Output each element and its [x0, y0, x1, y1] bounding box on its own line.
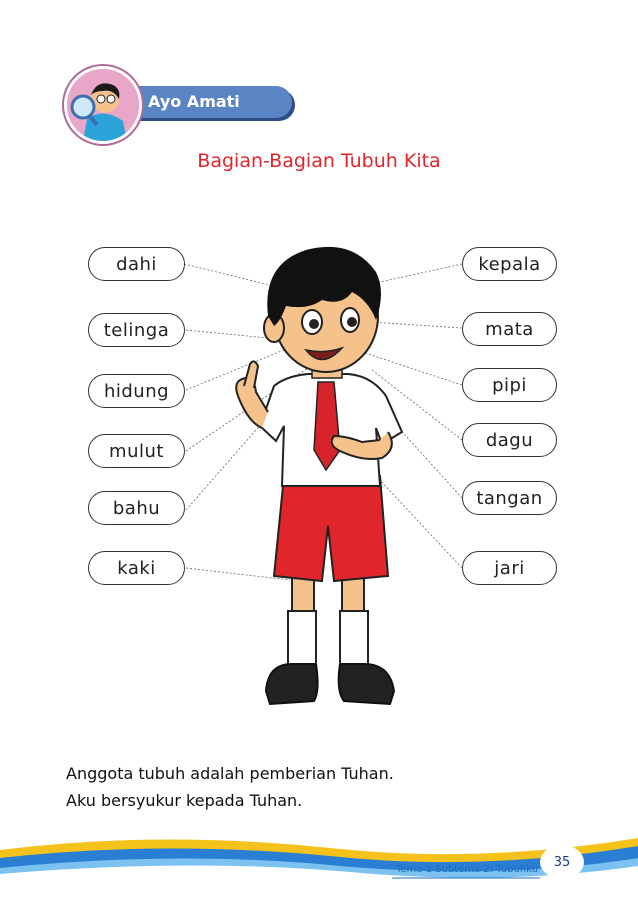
- label-bahu: bahu: [88, 491, 185, 525]
- label-dahi: dahi: [88, 247, 185, 281]
- label-mata: mata: [462, 312, 557, 346]
- label-telinga: telinga: [88, 313, 185, 347]
- footer-subtitle: Tema 1 Subtema 2: Tubuhku: [396, 864, 538, 875]
- badge-label: Ayo Amati: [148, 92, 240, 111]
- page-number: 35: [540, 845, 584, 879]
- label-kaki: kaki: [88, 551, 185, 585]
- boy-illustration: [222, 236, 422, 716]
- label-hidung: hidung: [88, 374, 185, 408]
- label-mulut: mulut: [88, 434, 185, 468]
- body-line-1: Anggota tubuh adalah pemberian Tuhan.: [66, 764, 394, 783]
- body-text: [66, 760, 394, 814]
- label-kepala: kepala: [462, 247, 557, 281]
- label-pipi: pipi: [462, 368, 557, 402]
- label-dagu: dagu: [462, 423, 557, 457]
- body-line-2: Aku bersyukur kepada Tuhan.: [66, 791, 303, 810]
- label-tangan: tangan: [462, 481, 557, 515]
- label-jari: jari: [462, 551, 557, 585]
- page-title: Bagian-Bagian Tubuh Kita: [197, 150, 441, 172]
